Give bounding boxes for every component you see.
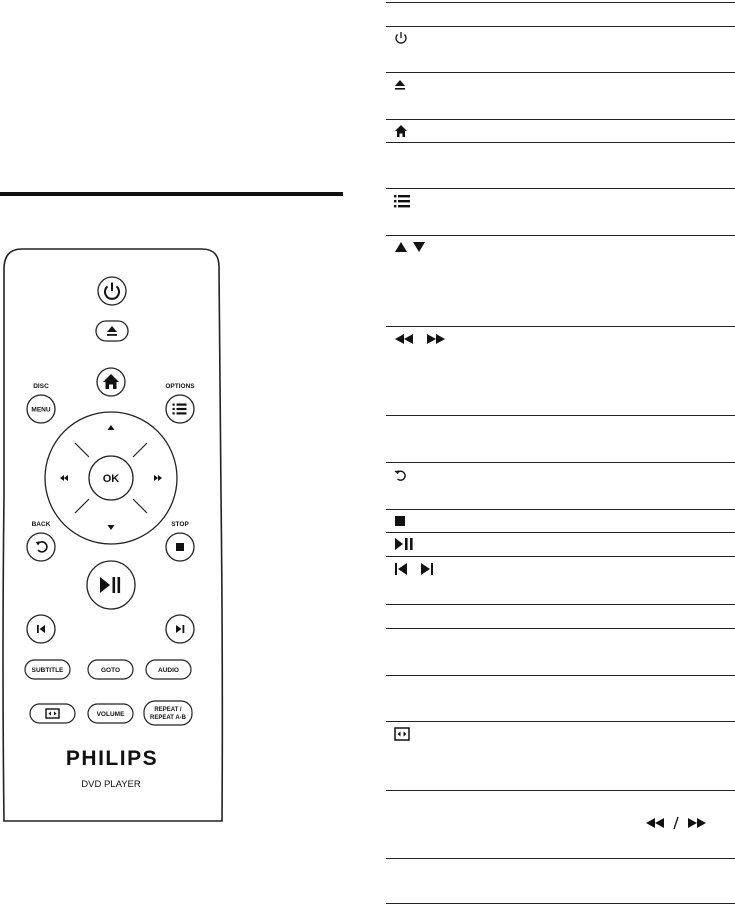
- next-icon: [420, 562, 434, 576]
- home-button[interactable]: [97, 368, 125, 396]
- table-rule: [386, 415, 735, 416]
- menu-label: MENU: [31, 406, 51, 414]
- table-rule: [386, 675, 735, 676]
- table-rule: [386, 858, 735, 859]
- eject-icon: [394, 78, 406, 92]
- volume-button[interactable]: [88, 704, 133, 723]
- audio-label: AUDIO: [158, 667, 179, 674]
- back-button[interactable]: [27, 533, 55, 561]
- down-triangle-icon: [412, 240, 426, 254]
- ok-label: OK: [102, 473, 120, 485]
- repeat-button[interactable]: [144, 701, 192, 725]
- stop-label: STOP: [171, 521, 189, 528]
- up-triangle-icon: [394, 240, 408, 254]
- rewind-icon: [644, 816, 666, 830]
- table-row-skip: [394, 561, 434, 577]
- stop-icon: [176, 543, 184, 551]
- table-row-play-pause: [394, 536, 414, 552]
- table-rule: [386, 532, 735, 533]
- table-row-navigation: [394, 239, 426, 255]
- disc-label: DISC: [33, 383, 49, 390]
- options-button[interactable]: [166, 395, 194, 423]
- table-rule: [386, 188, 735, 189]
- table-rule: [386, 721, 735, 722]
- back-label: BACK: [31, 521, 51, 528]
- options-list-icon: [394, 194, 410, 208]
- table-rule: [386, 903, 735, 904]
- table-rule: [386, 119, 735, 120]
- ok-button[interactable]: [89, 456, 133, 500]
- table-row-search: [394, 331, 446, 347]
- options-list-icon: [173, 404, 187, 415]
- goto-label: GOTO: [100, 667, 121, 674]
- home-icon: [394, 124, 408, 138]
- rewind-icon: [394, 332, 414, 346]
- repeat-label-line1: REPEAT /: [154, 707, 182, 713]
- previous-button[interactable]: [27, 615, 55, 643]
- subtitle-label: SUBTITLE: [31, 667, 64, 674]
- options-label: OPTIONS: [165, 383, 195, 390]
- table-row-stop: [394, 513, 406, 529]
- subtitle-button[interactable]: [25, 660, 70, 679]
- table-rule: [386, 462, 735, 463]
- table-row-eject: [394, 77, 406, 93]
- slash-icon: [672, 816, 680, 830]
- table-rule: [386, 509, 735, 510]
- eject-button[interactable]: [96, 321, 128, 341]
- table-rule: [386, 235, 735, 236]
- model-label: DVD PLAYER: [81, 779, 141, 790]
- back-icon: [394, 468, 406, 482]
- table-rule: [386, 72, 735, 73]
- section-rule: [0, 192, 343, 196]
- table-rule: [386, 26, 735, 27]
- fast-forward-icon: [426, 332, 446, 346]
- stop-icon: [394, 515, 406, 527]
- table-rule: [386, 2, 735, 3]
- table-row-power: [394, 30, 408, 46]
- disc-menu-button[interactable]: [27, 395, 55, 423]
- previous-icon: [394, 562, 408, 576]
- table-rule: [386, 604, 735, 605]
- goto-button[interactable]: [88, 660, 133, 679]
- inline-search-icons: [644, 815, 708, 831]
- stop-button[interactable]: [166, 533, 194, 561]
- button-reference-table: [386, 0, 735, 906]
- table-rule: [386, 326, 735, 327]
- table-rule: [386, 628, 735, 629]
- play-pause-icon: [394, 537, 414, 551]
- fast-forward-icon: [686, 816, 708, 830]
- brand-logo: PHILIPS: [65, 747, 159, 770]
- play-pause-button[interactable]: [87, 561, 135, 609]
- audio-button[interactable]: [146, 660, 191, 679]
- table-rule: [386, 556, 735, 557]
- repeat-label-line2: REPEAT A-B: [150, 715, 186, 721]
- zoom-icon: [394, 727, 410, 741]
- table-row-options: [394, 193, 410, 209]
- power-icon: [394, 31, 408, 45]
- table-row-zoom: [394, 726, 410, 742]
- power-button[interactable]: [98, 277, 126, 305]
- table-row-back: [394, 467, 406, 483]
- table-row-home: [394, 123, 408, 139]
- next-button[interactable]: [166, 615, 194, 643]
- volume-label: VOLUME: [96, 711, 125, 718]
- table-rule: [386, 142, 735, 143]
- zoom-button[interactable]: [30, 704, 75, 723]
- remote-control-illustration: [0, 245, 225, 825]
- table-rule: [386, 790, 735, 791]
